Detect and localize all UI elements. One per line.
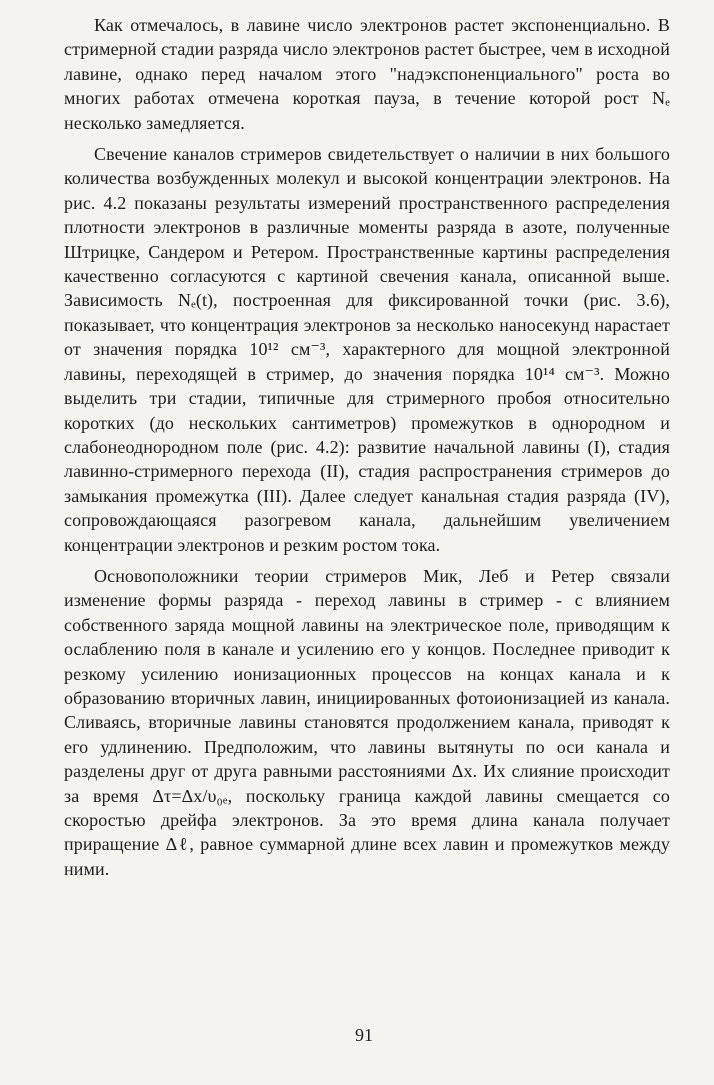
paragraph-exponential-growth: Как отмечалось, в лавине число электронов растет экспоненциально. В стримерной стадии разряда число электронов растет быстрее, чем в исходной лавине, однако перед началом этого "надэкспоненциального" роста во многих работах отмечена короткая пауза, в течение которой рост Nₑ несколько замедляется. bbox=[64, 15, 670, 133]
page-number: 91 bbox=[355, 1025, 373, 1045]
paragraph-streamer-theory: Основоположники теории стримеров Мик, Леб и Ретер связали изменение формы разряда - переход лавины в стример - с влиянием собственного заряда мощной лавины на электрическое поле, приводящим к ослаблению поля в канале и усилению его у концов. Последнее приводит к резкому усилению ионизационных процессов на концах канала и к образованию вторичных лавин, инициированных фотоионизацией из канала. Сливаясь, вторичные лавины становятся продолжением канала, приводят к его удлинению. Предположим, что лавины вытянуты по оси канала и разделены друг от друга равными расстояниями Δx. Их слияние происходит за время Δτ=Δx/υ₀ₑ, поскольку граница каждой лавины смещается со скоростью дрейфа электронов. За это время длина канала получает приращение Δℓ, равное суммарной длине всех лавин и промежутков между ними. bbox=[64, 565, 670, 879]
paragraph-streamer-glow: Свечение каналов стримеров свидетельствует о наличии в них большого количества возбужденных молекул и высокой концентрации электронов. На рис. 4.2 показаны результаты измерений пространственного распределения плотности электронов в различные моменты разряда в азоте, полученные Штрицке, Сандером и Ретером. Пространственные картины распределения качественно согласуются с картиной свечения канала, описанной выше. Зависимость Nₑ(t), построенная для фиксированной точки (рис. 3.6), показывает, что концентрация электронов за несколько наносекунд нарастает от значения порядка 10¹² см⁻³, характерного для мощной электронной лавины, переходящей в стример, до значения порядка 10¹⁴ см⁻³. Можно выделить три стадии, типичные для стримерного пробоя относительно коротких (до нескольких сантиметров) промежутков в однородном и слабонеоднородном поле (рис. 4.2): развитие начальной лавины (I), стадия лавинно-стримерного перехода (II), стадия распространения стримеров до замыкания промежутка (III). Далее следует канальная стадия разряда (IV), сопровождающаяся разогревом канала, дальнейшим увеличением концентрации электронов и резким ростом тока. bbox=[64, 144, 670, 555]
